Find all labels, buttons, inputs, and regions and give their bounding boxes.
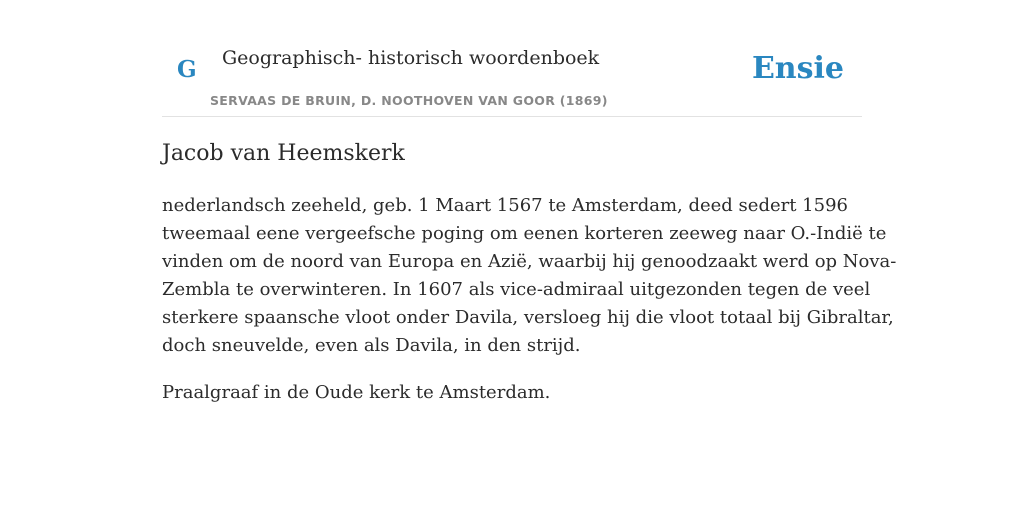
paragraph-line: Praalgraaf in de Oude kerk te Amsterdam. bbox=[162, 382, 551, 403]
paragraph-line: vinden om de noord van Europa en Azië, waarbij hij genoodzaakt werd op Nova- bbox=[162, 251, 897, 272]
brand-logo-link[interactable]: Ensie bbox=[751, 51, 844, 86]
entry-paragraph bbox=[162, 379, 862, 407]
paragraph-line: doch sneuvelde, even als Davila, in den strijd. bbox=[162, 335, 581, 356]
header bbox=[162, 0, 862, 117]
page bbox=[162, 0, 897, 403]
book-author: SERVAAS DE BRUIN, D. NOOTHOVEN VAN GOOR (1869) bbox=[210, 93, 608, 108]
paragraph-line: sterkere spaansche vloot onder Davila, versloeg hij die vloot totaal bij Gibraltar, bbox=[162, 307, 894, 328]
book-letter-logo[interactable]: G bbox=[177, 56, 197, 83]
entry-body bbox=[162, 192, 897, 426]
paragraph-line: tweemaal eene vergeefsche poging om eenen korteren zeeweg naar O.-Indië te bbox=[162, 223, 887, 244]
entry-title: Jacob van Heemskerk bbox=[162, 141, 405, 166]
entry-paragraph bbox=[162, 192, 897, 360]
paragraph-line: nederlandsch zeeheld, geb. 1 Maart 1567 te Amsterdam, deed sedert 1596 bbox=[162, 195, 848, 216]
paragraph-line: Zembla te overwinteren. In 1607 als vice-admiraal uitgezonden tegen de veel bbox=[162, 279, 871, 300]
book-title-link[interactable]: Geographisch- historisch woordenboek bbox=[222, 47, 600, 69]
